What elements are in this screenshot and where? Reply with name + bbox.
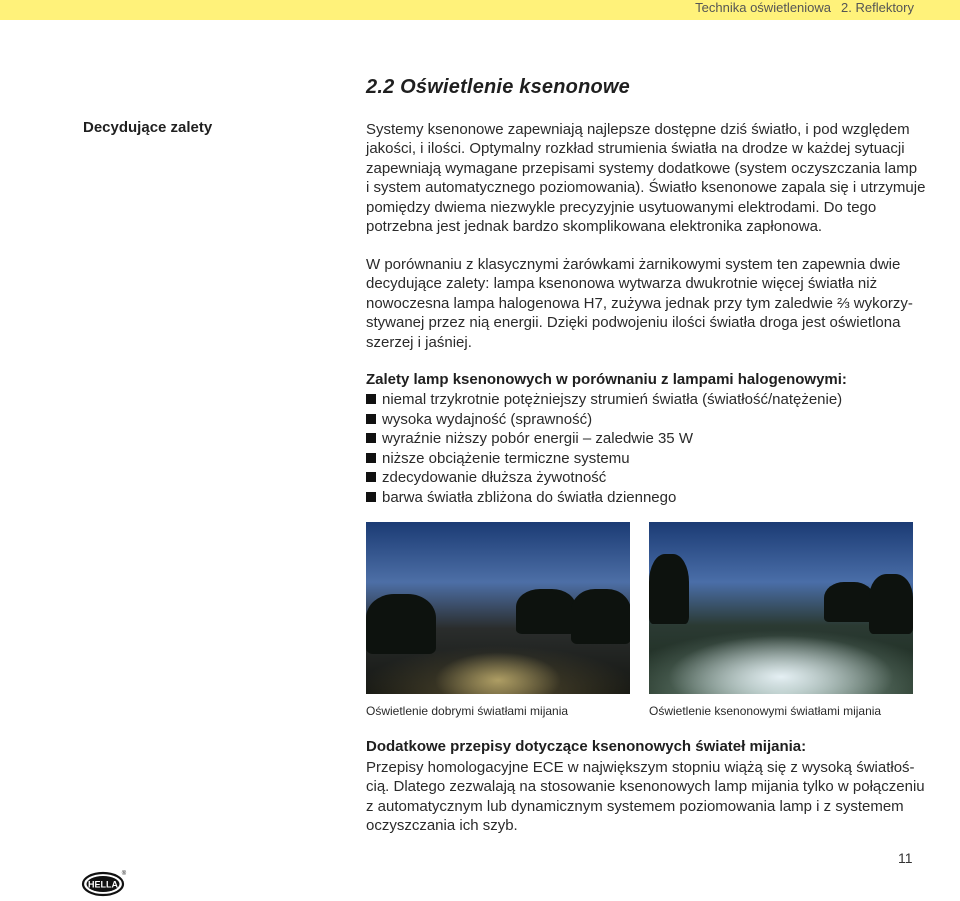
paragraph-line: W porównaniu z klasycznymi żarówkami żarnikowymi system ten zapewnia dwie [366,256,901,273]
hella-logo-icon [81,869,127,897]
comparison-paragraph [366,255,916,352]
section-title: 2.2 Oświetlenie ksenonowe [366,76,630,98]
header-breadcrumb [695,0,914,16]
tree-silhouette [571,589,630,644]
list-item-text: niemal trzykrotnie potężniejszy strumień światła (światłość/natężenie) [382,391,843,408]
paragraph-line: pomiędzy dwiema niezwykle precyzyjnie usytuowanymi elektrodami. Do tego [366,198,877,216]
paragraph-line: zapewniają wymagane przepisami systemy dodatkowe (system oczyszczania lamp [366,159,918,177]
header-chapter: 2. Reflektory [841,0,914,15]
paragraph-line: jakości, i ilości. Optymalny rozkład strumienia światła na drodze w każdej sytuacji [366,140,905,158]
square-bullet-icon [366,414,376,424]
list-item [366,468,842,488]
paragraph-line: Systemy ksenonowe zapewniają najlepsze dostępne dziś światło, i pod względem [366,121,910,138]
paragraph-line: nowoczesna lampa halogenowa H7, zużywa jednak przy tym zaledwie ⅔ wykorzy- [366,294,913,312]
page-number: 11 [898,850,913,866]
halogen-lowbeam-photo [366,522,630,694]
list-item-text: niższe obciążenie termiczne systemu [382,449,630,467]
rules-paragraph [366,758,925,836]
list-item [366,429,842,449]
list-item [366,488,842,508]
paragraph-line: stywanej przez nią energii. Dzięki podwojeniu ilości światła droga jest oświetlona [366,314,901,332]
side-label: Decydujące zalety [83,119,213,136]
photo-caption-left: Oświetlenie dobrymi światłami mijania [366,704,569,718]
paragraph-line: z automatycznym lub dynamicznym systemem poziomowania lamp i z systemem [366,797,904,815]
photo-caption-right: Oświetlenie ksenonowymi światłami mijania [649,704,882,718]
intro-paragraph [366,120,926,236]
paragraph-line: potrzebna jest jednak bardzo skomplikowana elektronika zapłonowa. [366,218,823,236]
page-header-band [0,0,960,20]
tree-silhouette [366,594,436,654]
list-item-text: wyraźnie niższy pobór energii – zaledwie 35 W [382,430,693,448]
header-section: Technika oświetleniowa [695,0,832,15]
square-bullet-icon [366,492,376,502]
tree-silhouette [516,589,576,634]
logo-text: HELLA [88,879,118,890]
square-bullet-icon [366,453,376,463]
square-bullet-icon [366,394,376,404]
tree-silhouette [869,574,913,634]
paragraph-line: decydujące zalety: lampa ksenonowa wytwarza dwukrotnie więcej światła niż [366,275,878,293]
xenon-lowbeam-photo [649,522,913,694]
paragraph-line: Przepisy homologacyjne ECE w największym stopniu wiążą się z wysoką światłoś- [366,759,915,776]
paragraph-line: i system automatycznego poziomowania). Światło ksenonowe zapala się i utrzymuje [366,179,926,197]
square-bullet-icon [366,472,376,482]
advantages-list [366,390,842,508]
list-item-text: barwa światła zbliżona do światła dziennego [382,488,677,506]
paragraph-line: szerzej i jaśniej. [366,333,472,351]
tree-silhouette [824,582,874,622]
paragraph-line: oczyszczania ich szyb. [366,817,518,835]
advantages-title: Zalety lamp ksenonowych w porównaniu z lampami halogenowymi: [366,371,847,388]
logo-registered: ® [121,871,127,877]
list-item-text: wysoka wydajność (sprawność) [382,410,593,428]
square-bullet-icon [366,433,376,443]
rules-title: Dodatkowe przepisy dotyczące ksenonowych świateł mijania: [366,738,807,755]
list-item [366,449,842,469]
list-item-text: zdecydowanie dłuższa żywotność [382,469,607,487]
paragraph-line: cią. Dlatego zezwalają na stosowanie ksenonowych lamp mijania tylko w połączeniu [366,778,925,796]
list-item [366,410,842,430]
list-item [366,390,842,410]
tree-silhouette [649,554,689,624]
